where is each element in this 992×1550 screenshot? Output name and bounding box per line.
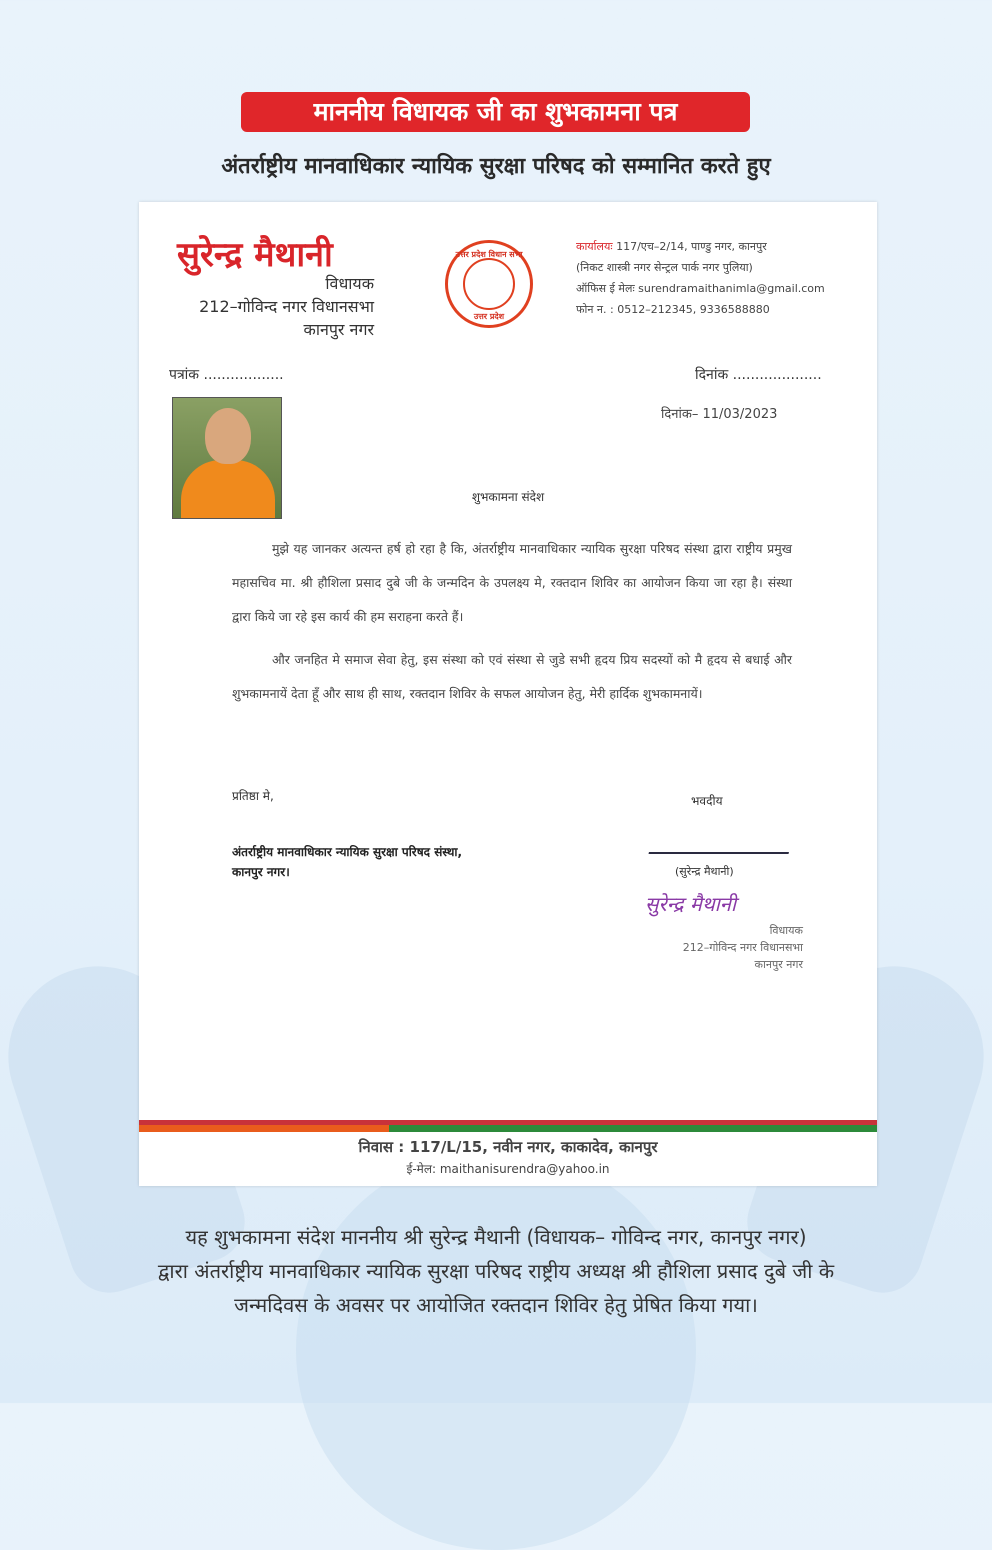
footer-color-bars <box>139 1120 877 1132</box>
letterhead-city: कानपुर नगर <box>303 320 374 339</box>
signatory-name: (सुरेन्द्र मैथानी) <box>675 865 734 878</box>
caption-line-3: जन्मदिवस के अवसर पर आयोजित रक्तदान शिविर हेतु प्रेषित किया गया। <box>234 1293 758 1317</box>
stamp-constituency: 212–गोविन्द नगर विधानसभा <box>682 941 803 954</box>
letterhead-name: सुरेन्द्र मैथानी <box>177 235 333 275</box>
office-email: ऑफिस ई मेलः surendramaithanimla@gmail.com <box>576 282 825 295</box>
page-subtitle: अंतर्राष्ट्रीय मानवाधिकार न्यायिक सुरक्षा परिषद को सम्मानित करते हुए <box>221 154 771 179</box>
yours-faithfully: भवदीय <box>691 794 723 808</box>
office-details <box>576 236 825 320</box>
reference-number: पत्रांक .................. <box>169 367 284 383</box>
office-label: कार्यालयः <box>576 240 613 253</box>
caption-line-1: यह शुभकामना संदेश माननीय श्री सुरेन्द्र मैथानी (विधायक– गोविन्द नगर, कानपुर नगर) <box>185 1225 807 1249</box>
caption-line-2: द्वारा अंतर्राष्ट्रीय मानवाधिकार न्यायिक सुरक्षा परिषद राष्ट्रीय अध्यक्ष श्री हौशिला प्रसाद दुबे जी के <box>157 1259 835 1283</box>
letter-closing: प्रतिष्ठा मे, <box>232 789 274 803</box>
letterhead-designation-block <box>139 272 374 341</box>
letter-paragraph-1: मुझे यह जानकर अत्यन्त हर्ष हो रहा है कि, अंतर्राष्ट्रीय मानवाधिकार न्यायिक सुरक्षा परिषद संस्था द्वारा राष्ट्रीय प्रमुख महासचिव मा. श्री हौशिला प्रसाद दुबे जी के जन्मदिन के उपलक्ष्य मे, रक्तदान शिविर का आयोजन किया जा रहा है। संस्था द्वारा किये जा रहे इस कार्य की हम सराहना करते हैं। <box>232 541 792 624</box>
stamp-designation: विधायक <box>769 924 803 937</box>
photo-face <box>205 408 251 464</box>
vidhan-sabha-seal-icon <box>445 240 533 328</box>
office-phone: फोन न. : 0512–212345, 9336588880 <box>576 303 770 316</box>
addressee-line-2: कानपुर नगर। <box>232 865 290 879</box>
office-address: 117/एच–2/14, पाण्डु नगर, कानपुर <box>616 240 767 253</box>
background-globe <box>296 1150 696 1550</box>
letter-paragraph-2: और जनहित मे समाज सेवा हेतु, इस संस्था को एवं संस्था से जुडे सभी हृदय प्रिय सदस्यों को मै हृदय से बधाई और शुभकामनायें देता हूँ और साथ ही साथ, रक्तदान शिविर के सफल आयोजन हेतु, मेरी हार्दिक शुभकामनायें। <box>232 652 792 701</box>
letter-heading: शुभकामना संदेश <box>471 490 545 504</box>
page-banner: माननीय विधायक जी का शुभकामना पत्र <box>241 92 750 132</box>
seal-text-bottom: उत्तर प्रदेश <box>473 312 505 321</box>
date-field: दिनांक .................... <box>695 367 822 383</box>
letterhead-constituency: 212–गोविन्द नगर विधानसभा <box>199 297 374 316</box>
addressee-line-1: अंतर्राष्ट्रीय मानवाधिकार न्यायिक सुरक्षा परिषद संस्था, <box>232 845 463 859</box>
stamp-name: सुरेन्द्र मैथानी <box>645 892 737 916</box>
office-landmark: (निकट शास्त्री नगर सेन्ट्रल पार्क नगर पुलिया) <box>576 261 753 274</box>
letter-date: दिनांक– 11/03/2023 <box>661 407 778 422</box>
seal-text-top: उत्तर प्रदेश विधान सभा <box>455 250 523 259</box>
letterhead-designation: विधायक <box>325 274 374 293</box>
letter-document <box>139 202 877 1186</box>
footer-bar-orange <box>139 1125 389 1132</box>
seal-emblem <box>463 258 515 310</box>
footer-bar-green <box>389 1125 877 1132</box>
stamp-designation-block <box>639 922 803 973</box>
page-caption <box>60 1220 932 1322</box>
handwritten-signature <box>649 812 798 854</box>
footer-email: ई-मेल: maithanisurendra@yahoo.in <box>406 1162 610 1176</box>
footer-residence: निवास : 117/L/15, नवीन नगर, काकादेव, कानपुर <box>358 1138 658 1156</box>
stamp-city: कानपुर नगर <box>754 958 803 971</box>
letter-addressee <box>232 842 462 882</box>
